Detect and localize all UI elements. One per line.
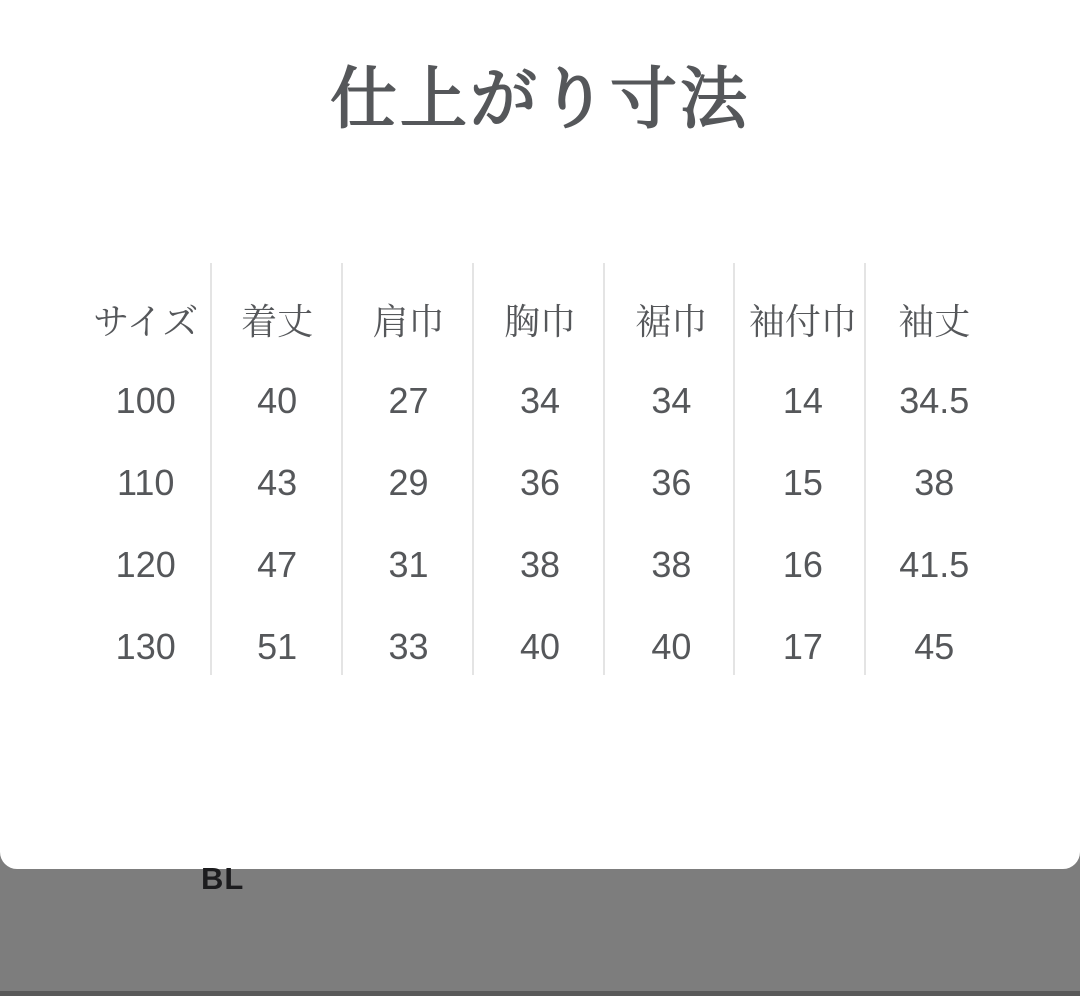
table-cell: 16 <box>782 544 823 585</box>
table-cell: 51 <box>257 626 298 667</box>
table-cell: 29 <box>388 462 429 503</box>
header-cell-shoulder-width: 肩巾 <box>372 300 445 342</box>
table-cell: 34 <box>519 380 561 421</box>
page-title: 仕上がり寸法 <box>330 62 750 137</box>
table-cell: 130 <box>115 626 176 667</box>
table-cell: 38 <box>651 544 692 585</box>
table-cell: 15 <box>782 462 823 503</box>
table-cell: 40 <box>257 380 298 421</box>
table-cell: 31 <box>388 544 429 585</box>
header-cell-chest-width: 胸巾 <box>503 300 576 342</box>
table-cell: 40 <box>519 626 561 667</box>
table-cell: 36 <box>651 462 692 503</box>
table-cell: 47 <box>257 544 298 585</box>
table-cell: 41.5 <box>899 544 970 585</box>
header-cell-armhole-width: 袖付巾 <box>748 300 857 342</box>
header-cell-body-length: 着丈 <box>241 300 314 342</box>
table-cell: 45 <box>914 626 955 667</box>
bottom-dark-strip <box>0 991 1080 996</box>
table-cell: 100 <box>115 380 176 421</box>
header-cell-sleeve-length: 袖丈 <box>898 300 971 342</box>
header-cell-hem-width: 裾巾 <box>635 300 708 342</box>
table-cell: 17 <box>782 626 823 667</box>
table-cell: 33 <box>388 626 429 667</box>
table-cell: 34.5 <box>899 380 970 421</box>
table-cell: 120 <box>115 544 176 585</box>
table-cell: 27 <box>388 380 429 421</box>
next-image-band <box>0 855 1080 996</box>
table-cell: 110 <box>117 462 175 503</box>
table-cell: 38 <box>519 544 561 585</box>
table-cell: 40 <box>651 626 692 667</box>
table-cell: 38 <box>914 462 955 503</box>
table-cell: 36 <box>519 462 561 503</box>
header-cell-size: サイズ <box>93 300 199 342</box>
table-cell: 14 <box>782 380 823 421</box>
table-cell: 34 <box>651 380 692 421</box>
table-cell: 43 <box>257 462 298 503</box>
next-image-partial-text: BL <box>201 861 245 896</box>
size-table <box>80 278 1000 688</box>
